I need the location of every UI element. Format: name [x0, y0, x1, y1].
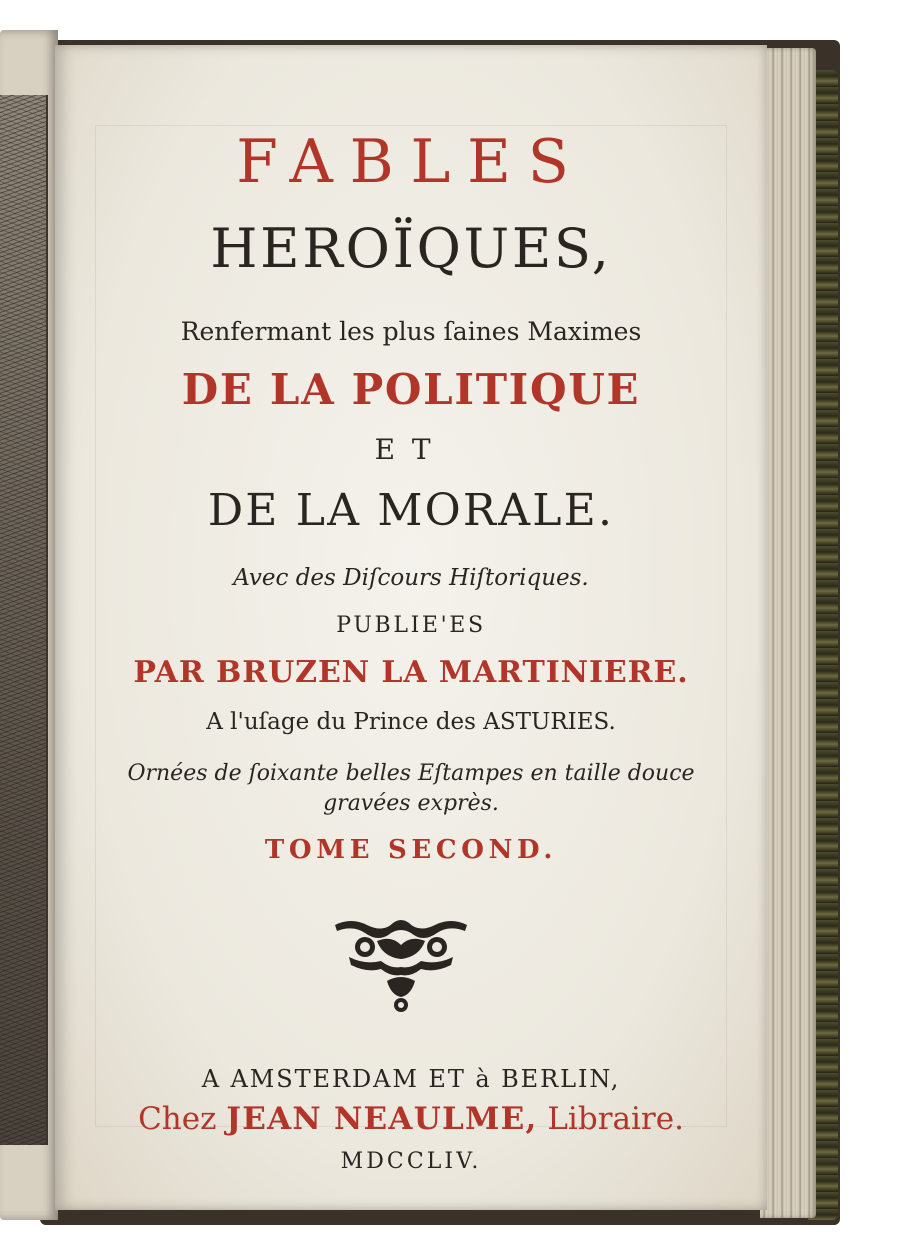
subtitle-renfermant: Renfermant les plus ſaines Maximes [180, 317, 642, 346]
title-politique: DE LA POLITIQUE [181, 365, 641, 414]
title-heroiques: HEROÏQUES, [210, 217, 612, 280]
imprint-date: MDCCLIV. [340, 1149, 482, 1174]
illustrations-line: Ornées de ſoixante belles Eſtampes en taille douce [127, 761, 695, 786]
imprint-publisher [55, 1101, 767, 1137]
author-line: PAR BRUZEN LA MARTINIERE. [133, 655, 689, 690]
imprint-chez: Chez [138, 1101, 217, 1137]
frontispiece-engraving [0, 95, 48, 1145]
title-morale: DE LA MORALE. [207, 485, 615, 536]
subtitle-discours: Avec des Diſcours Hiſtoriques. [233, 565, 589, 591]
illustrations-line-2: gravées exprès. [323, 791, 499, 816]
imprint-city: A AMSTERDAM ET à BERLIN, [201, 1065, 621, 1093]
open-book [0, 30, 845, 1230]
printers-fleuron-icon [331, 917, 471, 1017]
frontispiece-page [0, 30, 58, 1220]
title-fables: FABLES [236, 127, 586, 197]
imprint-publisher-name: JEAN NEAULME, [226, 1101, 538, 1137]
title-et: ET [374, 433, 448, 466]
imprint-libraire: Libraire. [547, 1101, 684, 1137]
publiees-label: PUBLIE'ES [336, 613, 486, 638]
volume-label: TOME SECOND. [264, 835, 558, 865]
dedication-line: A l'uſage du Prince des ASTURIES. [206, 709, 616, 735]
title-page [55, 45, 767, 1210]
page-edges [760, 48, 816, 1218]
